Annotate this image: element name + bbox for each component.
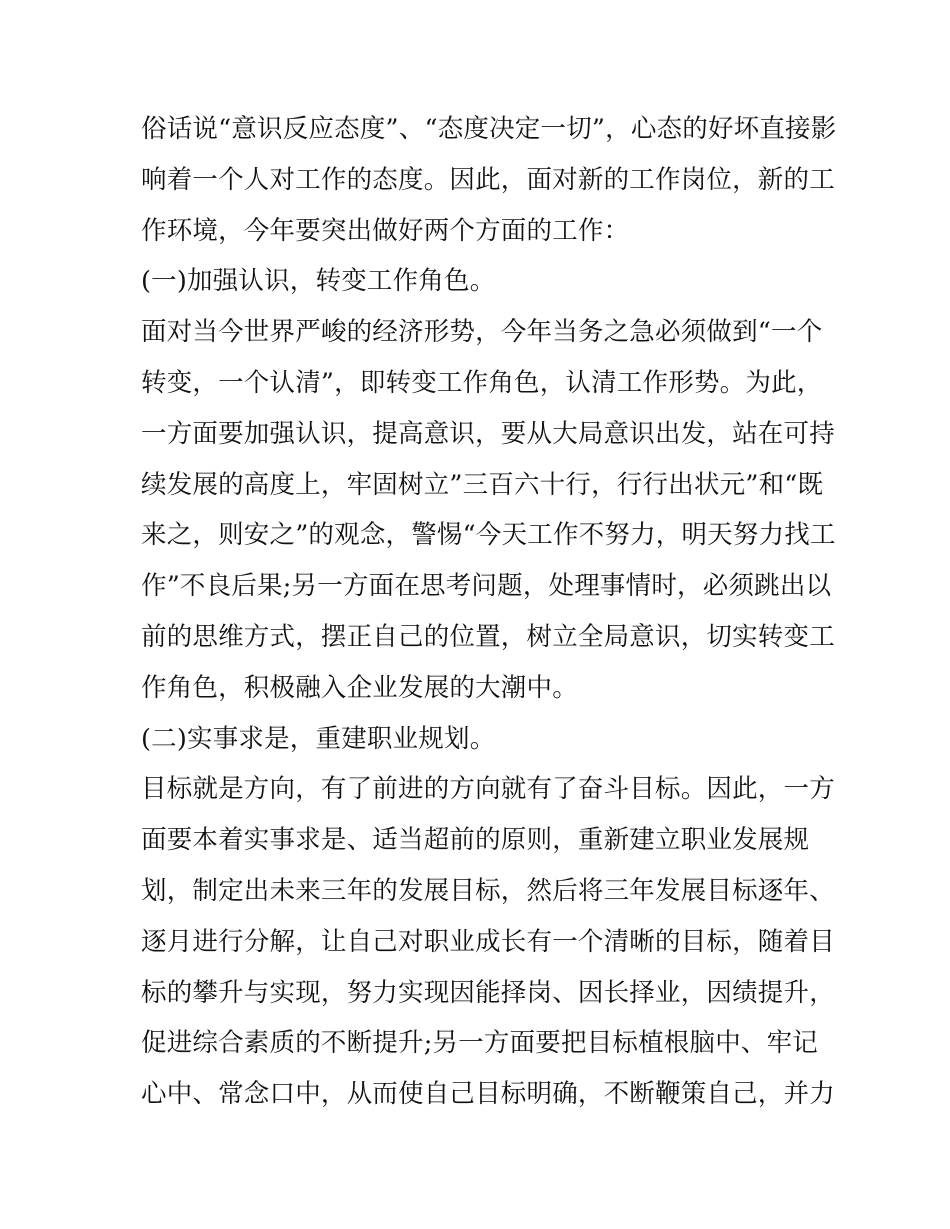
- text-line-2: 响着一个人对工作的态度。因此，面对新的工作岗位，新的工: [141, 164, 835, 195]
- text-line-14: 目标就是方向，有了前进的方向就有了奋斗目标。因此，一方: [141, 774, 835, 805]
- document-body: [141, 104, 837, 1120]
- text-line-9: 来之，则安之”的观念，警惕“今天工作不努力，明天努力找工: [141, 520, 836, 551]
- text-line-19: 促进综合素质的不断提升;另一方面要把目标植根脑中、牢记: [141, 1028, 818, 1059]
- text-line-16: 划，制定出未来三年的发展目标，然后将三年发展目标逐年、: [141, 875, 835, 906]
- text-line-1: 俗话说“意识反应态度”、“态度决定一切”，心态的好坏直接影: [141, 114, 837, 144]
- text-line-20: 心中、常念口中，从而使自己目标明确，不断鞭策自己，并力: [141, 1079, 835, 1110]
- section-heading-1: (一)加强认识，转变工作角色。: [141, 266, 496, 297]
- section-heading-2: (二)实事求是，重建职业规划。: [141, 723, 496, 754]
- text-line-5: 面对当今世界严峻的经济形势，今年当务之急必须做到“一个: [141, 317, 823, 348]
- text-line-10: 作”不良后果;另一方面在思考问题，处理事情时，必须跳出以: [141, 571, 832, 602]
- text-line-6: 转变，一个认清”，即转变工作角色，认清工作形势。为此，: [141, 367, 823, 398]
- text-line-12: 作角色，积极融入企业发展的大潮中。: [141, 672, 578, 703]
- text-line-8: 续发展的高度上，牢固树立”三百六十行，行行出状元”和“既: [141, 469, 824, 500]
- text-line-17: 逐月进行分解，让自己对职业成长有一个清晰的目标，随着目: [141, 926, 835, 957]
- text-line-11: 前的思维方式，摆正自己的位置，树立全局意识，切实转变工: [141, 621, 835, 652]
- text-line-15: 面要本着实事求是、适当超前的原则，重新建立职业发展规: [141, 825, 810, 856]
- text-line-3: 作环境，今年要突出做好两个方面的工作：: [141, 215, 630, 246]
- text-line-18: 标的攀升与实现，努力实现因能择岗、因长择业，因绩提升，: [141, 977, 835, 1008]
- text-line-7: 一方面要加强认识，提高意识，要从大局意识出发，站在可持: [141, 418, 835, 449]
